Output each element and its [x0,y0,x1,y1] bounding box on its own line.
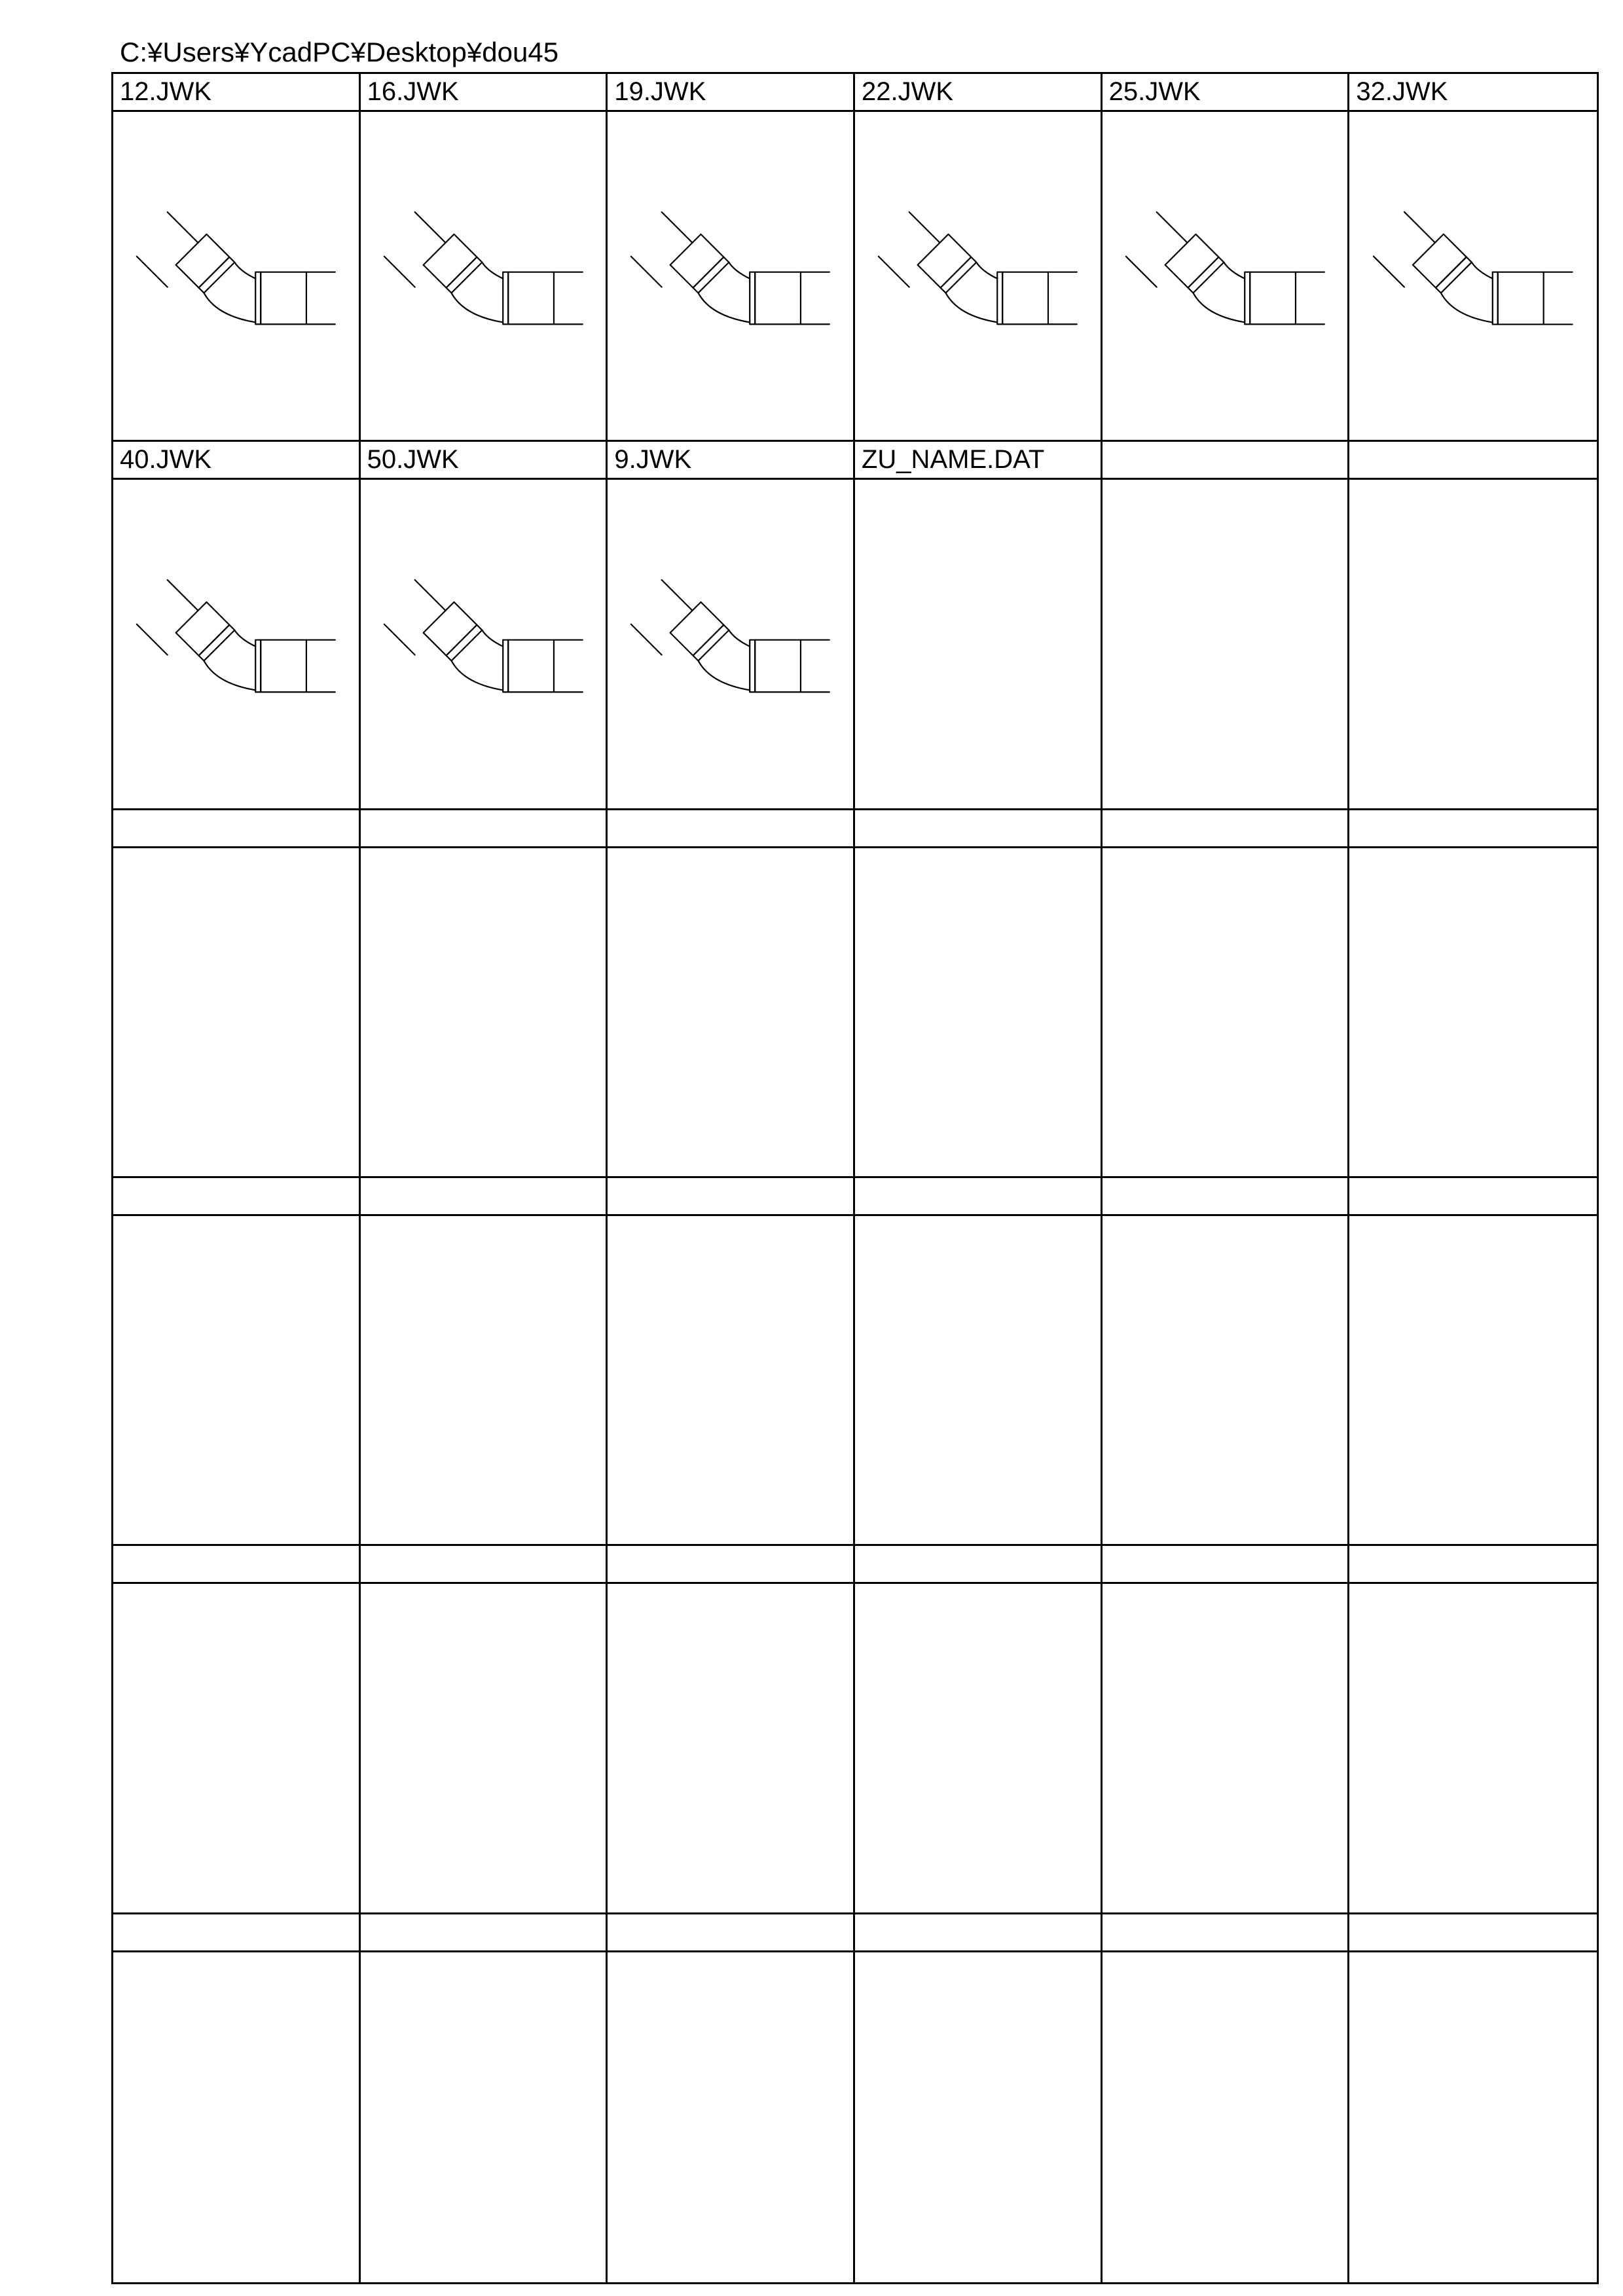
file-label [361,810,608,848]
drawing-thumbnail [113,848,361,1178]
elbow-45-fitting-drawing [361,480,606,808]
drawing-thumbnail [1349,1584,1597,1914]
file-label: 16.JWK [361,74,608,112]
file-label [855,810,1103,848]
drawing-thumbnail [361,848,608,1178]
file-label [855,1178,1103,1216]
drawing-thumbnail [1103,112,1350,442]
file-label: ZU_NAME.DAT [855,442,1103,480]
file-label [113,810,361,848]
drawing-thumbnail [1103,1584,1350,1914]
elbow-45-fitting-drawing [608,480,853,808]
file-label [113,1178,361,1216]
file-label: 25.JWK [1103,74,1350,112]
drawing-thumbnail [855,1952,1103,2282]
elbow-45-fitting-drawing [113,112,359,440]
drawing-thumbnail [855,1584,1103,1914]
file-label: 50.JWK [361,442,608,480]
file-label [361,1914,608,1952]
drawing-thumbnail [608,1216,855,1546]
file-label [608,1914,855,1952]
drawing-thumbnail [113,112,361,442]
file-label: 40.JWK [113,442,361,480]
drawing-thumbnail [1349,848,1597,1178]
file-label [113,1914,361,1952]
drawing-thumbnail [855,1216,1103,1546]
document-path: C:¥Users¥YcadPC¥Desktop¥dou45 [120,37,559,67]
file-label [1349,442,1597,480]
drawing-thumbnail [361,1216,608,1546]
file-label: 19.JWK [608,74,855,112]
file-label: 32.JWK [1349,74,1597,112]
file-label [1103,442,1350,480]
drawing-index-grid [111,72,1599,2284]
file-label [113,1546,361,1584]
elbow-45-fitting-drawing [361,112,606,440]
drawing-thumbnail [113,1584,361,1914]
elbow-45-fitting-drawing [608,112,853,440]
file-label [855,1546,1103,1584]
file-label [855,1914,1103,1952]
drawing-thumbnail [1103,1952,1350,2282]
file-label [608,1178,855,1216]
file-label [1349,810,1597,848]
drawing-thumbnail [855,480,1103,810]
file-label [1103,1914,1350,1952]
file-label [1103,1546,1350,1584]
drawing-thumbnail [1349,112,1597,442]
drawing-thumbnail [1349,1216,1597,1546]
file-label [1349,1914,1597,1952]
drawing-thumbnail [855,848,1103,1178]
file-label [608,810,855,848]
elbow-45-fitting-drawing [1103,112,1348,440]
drawing-thumbnail [608,848,855,1178]
file-label [1103,810,1350,848]
drawing-thumbnail [361,1584,608,1914]
file-label [1349,1178,1597,1216]
drawing-thumbnail [361,480,608,810]
file-label: 9.JWK [608,442,855,480]
file-label: 12.JWK [113,74,361,112]
drawing-thumbnail [1103,480,1350,810]
file-label: 22.JWK [855,74,1103,112]
drawing-thumbnail [361,1952,608,2282]
file-label [361,1546,608,1584]
elbow-45-fitting-drawing [1349,112,1597,440]
file-label [608,1546,855,1584]
drawing-thumbnail [608,1952,855,2282]
file-label [361,1178,608,1216]
drawing-thumbnail [608,480,855,810]
elbow-45-fitting-drawing [855,112,1101,440]
drawing-thumbnail [855,112,1103,442]
drawing-thumbnail [1349,1952,1597,2282]
drawing-thumbnail [1103,848,1350,1178]
drawing-thumbnail [608,112,855,442]
drawing-thumbnail [113,1216,361,1546]
drawing-thumbnail [113,1952,361,2282]
elbow-45-fitting-drawing [113,480,359,808]
drawing-thumbnail [361,112,608,442]
file-label [1349,1546,1597,1584]
drawing-thumbnail [608,1584,855,1914]
drawing-thumbnail [1103,1216,1350,1546]
drawing-thumbnail [1349,480,1597,810]
drawing-thumbnail [113,480,361,810]
file-label [1103,1178,1350,1216]
